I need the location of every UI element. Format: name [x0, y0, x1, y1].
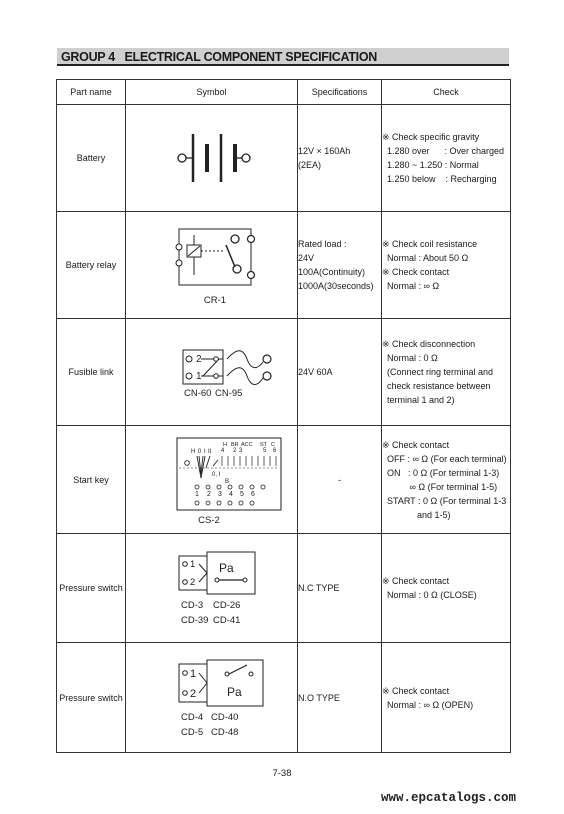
check-line: ※ Check contact: [382, 439, 450, 450]
specifications: [298, 212, 382, 319]
connector-label: CD-39: [180, 615, 208, 626]
spec-line: N.C TYPE: [298, 583, 340, 593]
connector-label: CD-41: [212, 615, 240, 626]
table-row: [57, 643, 511, 753]
spec-line: N.O TYPE: [298, 692, 340, 703]
component-spec-table: [56, 79, 511, 753]
position-label: 0, I: [211, 471, 220, 478]
terminal-label: 4: [220, 447, 224, 454]
terminal-label: 6: [272, 447, 276, 454]
spec-line: (2EA): [298, 160, 322, 170]
part-name: Battery: [57, 105, 126, 212]
spec-line: 24V: [298, 253, 315, 263]
fusible-link-symbol: [126, 319, 298, 426]
relay-connector-label: CR-1: [203, 295, 226, 306]
check: [382, 319, 511, 426]
terminal-2-label: 2: [195, 354, 202, 365]
check-line: and 1-5): [382, 509, 451, 520]
check: [382, 534, 511, 643]
position-label: ST: [259, 441, 267, 448]
start-key-connector-label: CS-2: [197, 514, 220, 526]
battery-relay-symbol: [126, 212, 298, 319]
page-number: 7-38: [272, 768, 292, 779]
connector-label: CN-60: [183, 388, 211, 399]
spec-line: -: [338, 474, 341, 485]
part-name: Battery relay: [57, 212, 126, 319]
connector-label: CD-48: [210, 726, 238, 738]
table-header-row: [57, 80, 511, 105]
terminal-number: 6: [250, 490, 255, 498]
terminal-2-label: 2: [189, 687, 196, 700]
check-line: OFF : ∞ Ω (For each terminal): [382, 453, 507, 464]
check: [382, 643, 511, 753]
specifications: [298, 534, 382, 643]
connector-label: CD-40: [210, 711, 238, 723]
check-line: Normal : About 50 Ω: [382, 253, 469, 263]
check-line: 1.280 over : Over charged: [382, 146, 505, 156]
terminal-label: 5: [262, 447, 266, 454]
table-row: [57, 534, 511, 643]
specifications: [298, 643, 382, 753]
terminal-number: 2: [206, 490, 211, 498]
connector-label: CD-26: [212, 600, 240, 611]
pressure-label: Pa: [218, 561, 234, 575]
header-symbol: Symbol: [126, 80, 298, 105]
spec-line: 1000A(30seconds): [298, 281, 374, 291]
connector-label: CN-95: [214, 388, 242, 399]
position-label: I: [203, 448, 206, 455]
check-line: check resistance between: [382, 381, 491, 391]
check-line: ※ Check contact: [382, 685, 450, 696]
terminal-number: 4: [228, 490, 233, 498]
terminal-2-label: 2: [189, 577, 195, 588]
position-label: ACC: [240, 441, 253, 448]
specifications: [298, 105, 382, 212]
terminal-number: 5: [239, 490, 244, 498]
position-label: 0: [197, 448, 201, 455]
terminal-label: 3: [238, 447, 242, 454]
pressure-switch-nc-icon: [127, 538, 297, 638]
spec-line: 24V 60A: [298, 367, 333, 377]
check-line: ※ Check disconnection: [382, 339, 476, 349]
start-key-symbol-icon: [127, 430, 297, 530]
check-line: terminal 1 and 2): [382, 395, 455, 405]
specifications: [298, 426, 382, 534]
spec-line: 100A(Continuity): [298, 267, 366, 277]
section-heading: GROUP 4 ELECTRICAL COMPONENT SPECIFICATION: [57, 48, 509, 66]
position-label: H: [222, 441, 227, 448]
fusible-link-symbol-icon: [127, 322, 297, 422]
check-line: Normal : ∞ Ω (OPEN): [382, 699, 474, 710]
header-check: Check: [382, 80, 511, 105]
check-line: Normal : ∞ Ω: [382, 281, 440, 291]
check-line: ON : 0 Ω (For terminal 1-3): [382, 467, 500, 478]
watermark-text: www.epcatalogs.com: [380, 791, 516, 805]
connector-label: CD-4: [180, 711, 203, 723]
terminal-number: 3: [217, 490, 222, 498]
check-line: Normal : 0 Ω (CLOSE): [382, 590, 477, 600]
terminal-number: 1: [194, 490, 199, 498]
spec-line: Rated load :: [298, 239, 347, 249]
specifications: [298, 319, 382, 426]
terminal-1-label: 1: [189, 559, 195, 570]
pressure-switch-no-icon: [127, 648, 297, 748]
position-label: II: [207, 448, 211, 455]
check-line: 1.250 below : Recharging: [382, 174, 497, 184]
terminal-1-label: 1: [189, 667, 196, 680]
check-line: ※ Check contact: [382, 267, 450, 277]
position-label: H: [190, 448, 195, 455]
connector-label: CD-5: [180, 726, 203, 738]
check-line: ※ Check coil resistance: [382, 239, 478, 249]
pressure-label: Pa: [226, 684, 242, 699]
check-line: ※ Check specific gravity: [382, 132, 480, 142]
table-row: [57, 319, 511, 426]
check: [382, 212, 511, 319]
part-name: Start key: [57, 426, 126, 534]
spec-line: 12V × 160Ah: [298, 146, 351, 156]
terminal-label: 2: [232, 447, 236, 454]
check-line: ※ Check contact: [382, 576, 450, 586]
position-label: C: [270, 441, 275, 448]
terminal-label: B: [224, 478, 229, 485]
connector-label: CD-3: [180, 600, 203, 611]
check: [382, 105, 511, 212]
check-line: Normal : 0 Ω: [382, 353, 438, 363]
relay-symbol-icon: [127, 215, 297, 315]
terminal-1-label: 1: [195, 371, 202, 382]
start-key-symbol: [126, 426, 298, 534]
battery-symbol-icon: [127, 108, 297, 208]
header-specifications: Specifications: [298, 80, 382, 105]
table-row: [57, 105, 511, 212]
pressure-switch-no-symbol: [126, 643, 298, 753]
battery-symbol: [126, 105, 298, 212]
check: [382, 426, 511, 534]
check-line: ∞ Ω (For terminal 1-5): [382, 481, 498, 492]
check-line: 1.280 ~ 1.250 : Normal: [382, 160, 479, 170]
header-part-name: Part name: [57, 80, 126, 105]
part-name: Pressure switch: [57, 643, 126, 753]
part-name: Fusible link: [57, 319, 126, 426]
table-row: [57, 426, 511, 534]
pressure-switch-nc-symbol: [126, 534, 298, 643]
part-name: Pressure switch: [57, 534, 126, 643]
check-line: (Connect ring terminal and: [382, 367, 494, 377]
check-line: START : 0 Ω (For terminal 1-3: [382, 495, 507, 506]
position-label: BR: [230, 441, 239, 448]
table-row: [57, 212, 511, 319]
